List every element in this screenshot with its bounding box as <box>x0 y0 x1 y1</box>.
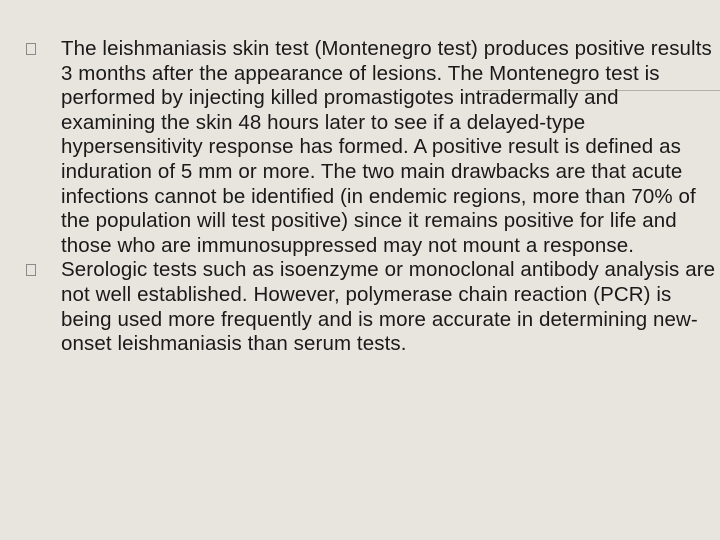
bullet-text: The leishmaniasis skin test (Montenegro test) produces positive results 3 months after the appearance of lesions. The Montenegro test is performed by injecting killed promastigotes intradermally and examining the skin 48 hours later to see if a delayed-type hypersensitivity response has formed. A positive result is defined as induration of 5 mm or more. The two main drawbacks are that acute infections cannot be identified (in endemic regions, more than 70% of the population will test positive) since it remains positive for life and those who are immunosuppressed may not mount a response. <box>61 37 712 257</box>
square-bullet-icon <box>26 43 36 55</box>
bullet-list <box>26 37 716 357</box>
bullet-text: Serologic tests such as isoenzyme or monoclonal antibody analysis are not well established. However, polymerase chain reaction (PCR) is being used more frequently and is more accurate in determining new-onset leishmaniasis than serum tests. <box>61 258 716 356</box>
bullet-item-montenegro-test <box>26 37 716 258</box>
bullet-item-serologic-tests <box>26 258 716 356</box>
square-bullet-icon <box>26 264 36 276</box>
